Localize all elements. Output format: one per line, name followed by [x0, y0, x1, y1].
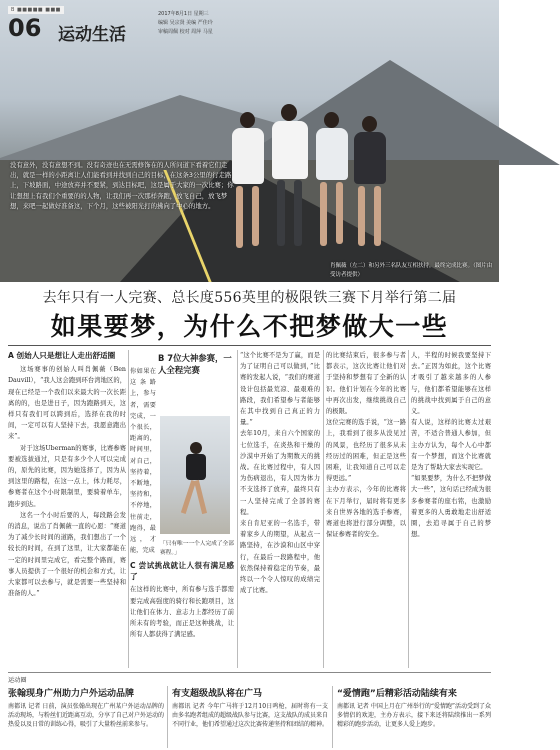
- paragraph: 的比赛结束后，很多参与者都表示，这次比赛让他们对于坚持和梦想有了全新的认识。他们计划在今年的比赛中再次出发，继续挑战自己的极限。: [326, 352, 406, 416]
- paragraph: 人，半程的时候我要坚持下去。”正因为如此，这个比赛才吸引了越来越多的人参与，他们都希望能够在这样的挑战中找到属于自己的意义。: [411, 352, 491, 416]
- article-column-a: [8, 350, 126, 668]
- runner-body: [186, 454, 206, 480]
- section-name: 运动生活: [58, 25, 126, 45]
- column-divider: [128, 350, 129, 668]
- section-c-title: C 尝试挑战就让人很有满足感了: [130, 561, 234, 582]
- paragraph: 对于这场Uberman的赛事，比赛参赛要被选拔通过，只是有多少个人可以完成的，原先的比赛，因为她选择了，因为从到这里的路程，在这一点上，体力耗尽，参赛者在这个小时限制里，要骑着单车，跑步到达。: [8, 444, 126, 508]
- masthead-strip: [8, 6, 64, 14]
- paragraph: 这场赛事的创始人叫肖佩薇（Ben Dauvill），“我人这会跑到环台湾地区的，现在已经是一个我们以来最大的一次长距离的的，也是进日子，因为跑路到天，这样只有我们可以跨到后，选择在我的时间，一定可以有人坚持下去，我愿意跑出来”。: [8, 366, 126, 441]
- runner-figure: [312, 112, 352, 262]
- article-column-b-narrow: 你如果在这条路上，参与者，需要完成，一个很长，距离的，时间里，对自己，坚持着，不断地，坚持和，不停地，往前走，跑得，最远，才能，完成: [130, 368, 156, 555]
- paragraph: 在这样的比赛中，所有参与选手都需要完成高强度的骑行和长跑项目，这让他们在体力、意志力上都经历了前所未有的考验，而正是这种挑战，让所有人都获得了满足感。: [130, 586, 234, 639]
- paragraph: “如果要梦，为什么不把梦做大一些”，这句话已经成为很多参赛者的座右铭，也激励着更多的人勇敢地走出舒适圈，去追寻属于自己的梦想。: [411, 475, 491, 539]
- digest-item-body: 南都讯 记者 今年广马将于12月10日鸣枪，届时将有一支由多名跑者组成的超级战队参与比赛，这支战队的成员来自不同行业，他们希望通过这次比赛传递坚持和团结的精神。: [172, 703, 329, 729]
- column-divider: [408, 350, 409, 668]
- paragraph: 有人说，这样的比赛太过艰苦，不适合普通人参加，但主办方认为，每个人心中都有一个梦想，而这个比赛就是为了帮助大家去实现它。: [411, 419, 491, 472]
- issue-editors: 编辑 吴宗贤 美编 严佳玲: [158, 20, 213, 26]
- runner-leg: [194, 480, 207, 514]
- digest-item-body: 南都讯 记者 日前，演员张翰出现在广州某户外运动品牌的活动现场，与粉丝们近距离互动，分享了自己对户外运动的热爱以及日常的训练心得，吸引了大量粉丝前来参与。: [8, 703, 165, 729]
- article-column-c: [240, 350, 320, 668]
- divider: [8, 672, 491, 673]
- runner-photo: [160, 416, 230, 534]
- article-deck: 去年只有一人完赛、总长度556英里的极限铁三赛下月举行第二届: [42, 290, 457, 306]
- article-column-b-lower: [130, 560, 234, 668]
- runner-figure: [350, 116, 390, 262]
- column-divider: [332, 686, 333, 748]
- digest-item-title: 张翰现身广州助力户外运动品牌: [8, 689, 135, 699]
- section-b-box: [158, 352, 234, 376]
- section-a-title: A 创始人只是想让人走出舒适圈: [8, 351, 116, 360]
- runner-leg: [181, 480, 196, 514]
- digest-item-body: 南都讯 记者 中国上月在广州举行的“爱情跑”活动受到了众多情侣的欢迎，主办方表示，接下来还将陆续推出一系列精彩的跑步活动，让更多人爱上跑步。: [337, 703, 491, 729]
- issue-date: 2017年8月1日 星期三: [158, 11, 209, 17]
- digest-label: 运动圈: [8, 677, 27, 684]
- digest-item-title: “爱情跑”后精彩活动陆续有来: [337, 689, 457, 699]
- paragraph: 这名一个小时后要的人，每段路会发的消息，说出了肖佩薇一直的心愿：“赛道为了减少长时间的道路，我们想出了一个较长的时间，在到了这里，让大家都能在一定的时间里完成它，看完整个路面，赛事人员提供了一个很好的机会和方式，让大家都可以去参与，就是需要一些坚持和准备的人。”: [8, 511, 126, 598]
- section-b-title: B 7位大神参赛，一人全程完赛: [158, 353, 232, 375]
- column-divider: [167, 686, 168, 748]
- hero-caption: 没有意外，没有意想不到。没有奇迹也在无需修饰在的人所问道下看着它们走出，就是一样的小距离让人们能看到并找到自己的目标，在这条3公里的行走路上，下坡路面，中途放弃并不要紧，到达目标吧，这是属于大家的一次比赛；你让想想上有我们个重要的的人物，让我们再一次那样奔跑，放飞自己，放飞梦想，来吧一起做好准备这，下个月，这些被阳光打的拂向了中心的地方。: [10, 161, 234, 210]
- runner-figure: [268, 104, 312, 262]
- article-column-d: [326, 350, 406, 668]
- section-number: 06: [8, 14, 42, 42]
- photo-credit: 肖佩薇（左二）和另外三名队友互相扶持，最终完成比赛。（图片由受访者提供）: [330, 263, 493, 278]
- issue-meta: [158, 10, 213, 37]
- divider: [8, 345, 491, 346]
- paragraph: 这位完赛的选手说，“这一路上，我看到了很多从没见过的风景，也经历了很多从未经历过的困难，但正是这些困难，让我知道自己可以走得更远。”: [326, 419, 406, 483]
- masthead-strip-text: B ■■■■■ ■■■: [8, 6, 64, 14]
- photo-caption: 「只有唯一一个人完成了全部赛程。」: [160, 541, 234, 556]
- article-headline: 如果要梦，为什么不把梦做大一些: [50, 312, 449, 341]
- column-divider: [237, 350, 238, 668]
- paragraph: 来自肯尼亚的一名选手，带着家乡人的期望，从起点一路坚持，在沙漠和山区中穿行，在最后一段路程中，他依然保持着稳定的节奏，最终以一个令人惊叹的成绩完成了比赛。: [240, 520, 320, 595]
- issue-reviewers: 审稿周佩 校对 周萍 马星: [158, 29, 213, 35]
- hero-photo: [0, 0, 499, 282]
- article-column-e: [411, 350, 491, 668]
- runner-head: [190, 442, 202, 454]
- paragraph: “这个比赛不是为了赢，而是为了证明自己可以做到，”比赛的发起人说，“我们的赛道设计包括最荒凉、最艰难的路段，我们希望参与者能够在其中找到自己真正的力量。”: [240, 352, 320, 427]
- digest-item-title: 有支超级战队将在广马: [172, 689, 263, 699]
- column-divider: [323, 350, 324, 668]
- paragraph: 主办方表示，今年的比赛将在下月举行，届时将有更多来自世界各地的选手参赛，赛道也将进行部分调整，以保证参赛者的安全。: [326, 486, 406, 539]
- paragraph: 去年10月，来自六个国家的七位选手，在炎热和干燥的沙漠中开始了为期数天的挑战。在比赛过程中，有人因为伤病退出，有人因为体力不支选择了放弃，最终只有一人坚持完成了全部的赛程。: [240, 430, 320, 516]
